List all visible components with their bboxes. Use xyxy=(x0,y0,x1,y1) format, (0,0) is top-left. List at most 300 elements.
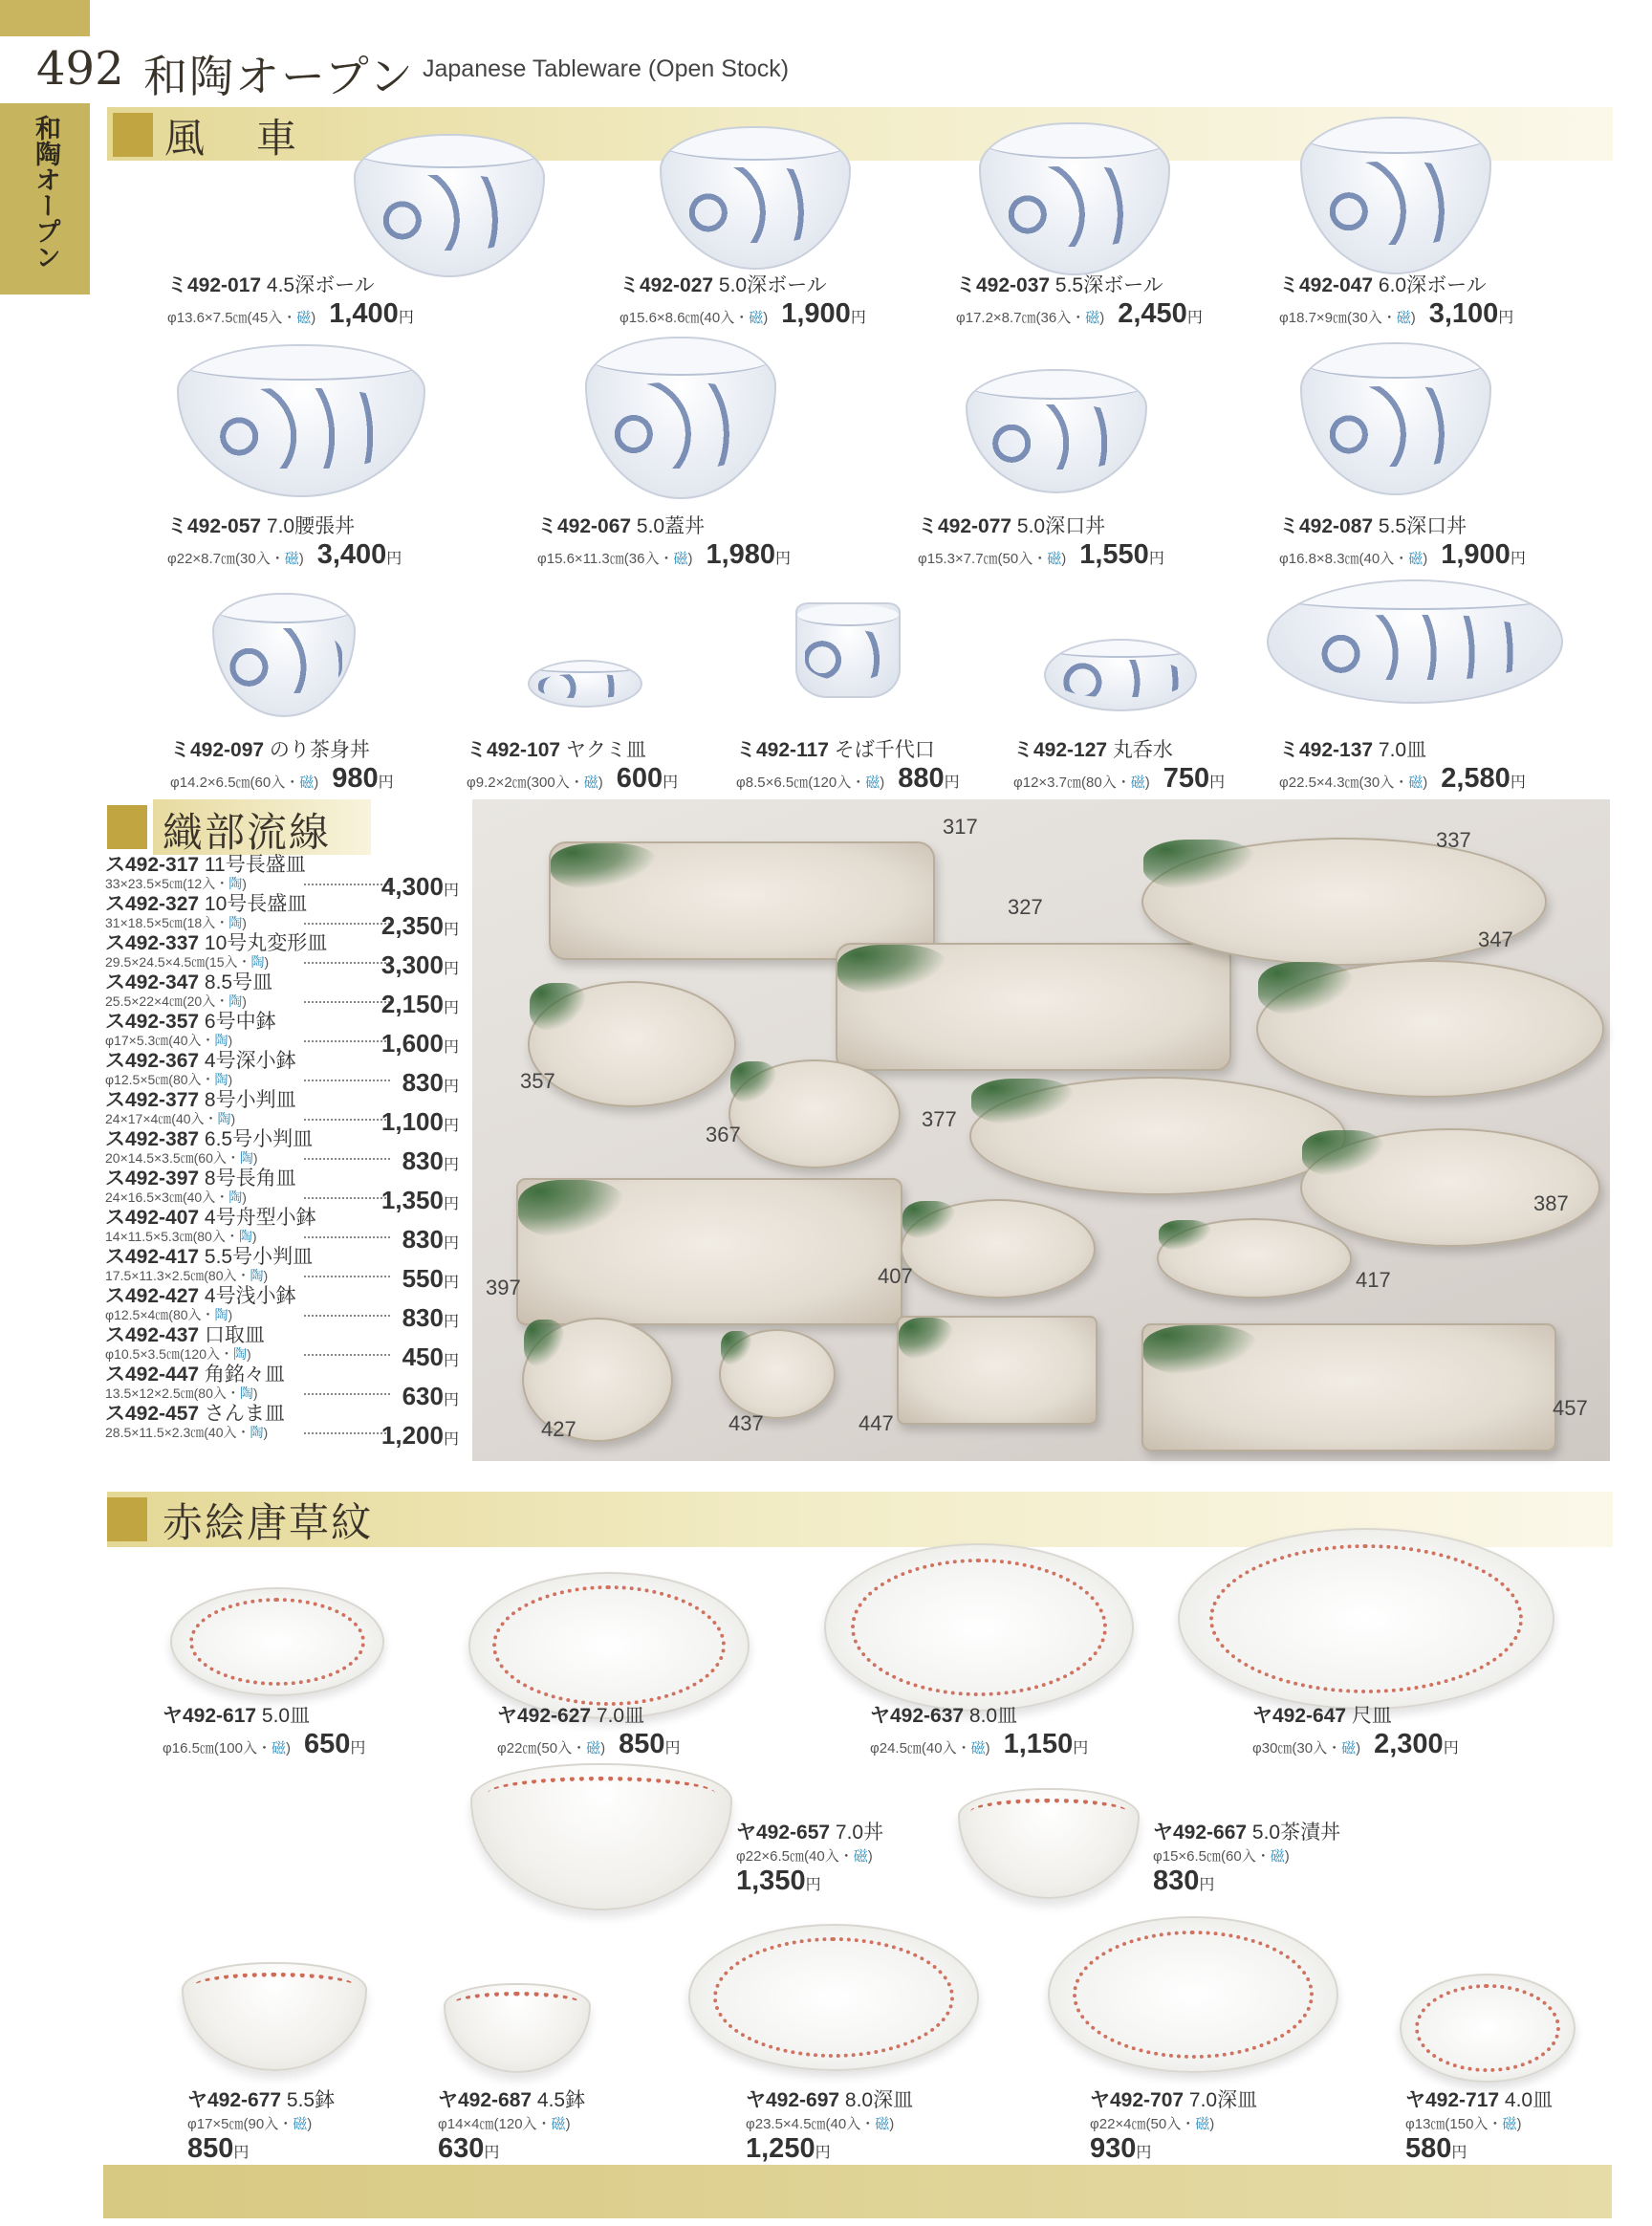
blue-ware xyxy=(354,134,545,277)
product-code-line xyxy=(187,2084,335,2113)
product-code-line xyxy=(1405,2084,1553,2113)
product-code-line xyxy=(870,1700,1088,1729)
product-image-blue xyxy=(795,602,901,698)
product-price-value: 830 xyxy=(402,1225,444,1254)
product-dims-close: ) xyxy=(1516,2116,1522,2132)
product-dims xyxy=(1153,1845,1290,1866)
yen-mark: 円 xyxy=(443,1235,459,1252)
product-label xyxy=(736,1817,883,1897)
product-code-line xyxy=(1279,734,1526,763)
yen-mark: 円 xyxy=(775,551,792,567)
product-material: 磁 xyxy=(293,2116,308,2132)
product-code-line xyxy=(918,511,1164,539)
page-subtitle: Japanese Tableware (Open Stock) xyxy=(423,55,790,82)
product-price xyxy=(1405,2133,1467,2165)
product-material: 磁 xyxy=(875,2116,890,2132)
product-dims xyxy=(438,2113,571,2133)
product-name: のり茶身丼 xyxy=(264,739,370,761)
product-name: 5.0茶漬丼 xyxy=(1247,1822,1341,1844)
product-dims-text: φ15×6.5㎝(60入・ xyxy=(1153,1848,1271,1865)
yen-mark: 円 xyxy=(664,1740,681,1757)
product-price xyxy=(438,2133,499,2165)
product-code: ス492-327 xyxy=(105,893,200,915)
product-name: 6.0深ボール xyxy=(1373,274,1487,296)
product-price-value: 830 xyxy=(402,1146,444,1175)
product-dims-close: ) xyxy=(230,1111,236,1126)
product-dims-close: ) xyxy=(228,1033,233,1048)
product-material: 磁 xyxy=(284,551,299,567)
product-price-value: 630 xyxy=(402,1382,444,1410)
product-dims-close: ) xyxy=(687,551,693,567)
yen-mark: 円 xyxy=(1199,1877,1215,1893)
page-number: 492 xyxy=(36,42,124,96)
product-dims-close: ) xyxy=(263,1425,269,1440)
product-detail-row xyxy=(1279,539,1526,571)
product-price xyxy=(1153,1866,1214,1897)
blue-pattern xyxy=(982,404,1131,469)
product-code-line xyxy=(167,511,402,539)
yen-mark: 円 xyxy=(386,551,402,567)
product-image-red xyxy=(182,1962,367,2071)
blue-ware xyxy=(528,660,642,708)
product-dims-text: φ18.7×9㎝(30入・ xyxy=(1279,310,1397,326)
product-price xyxy=(1004,1729,1089,1760)
product-price-value: 980 xyxy=(332,763,379,794)
product-price-value: 1,150 xyxy=(1003,1729,1074,1759)
product-dims-close: ) xyxy=(246,1346,251,1362)
product-price xyxy=(1118,298,1203,330)
yen-mark: 円 xyxy=(443,1039,459,1056)
product-price-value: 2,450 xyxy=(1118,298,1187,329)
yen-mark: 円 xyxy=(443,1431,459,1448)
section-marker xyxy=(107,805,147,849)
product-dims-text: 24×16.5×3㎝(40入・ xyxy=(105,1189,229,1205)
product-name: 4.5深ボール xyxy=(261,274,375,296)
product-dims xyxy=(620,307,768,327)
product-dims xyxy=(467,772,603,792)
product-code-line xyxy=(736,734,960,763)
product-code: ヤ492-707 xyxy=(1090,2089,1185,2111)
product-dims xyxy=(736,1845,873,1866)
oribe-ware xyxy=(1141,1323,1556,1451)
product-dims xyxy=(167,548,304,568)
oribe-photo-label: 417 xyxy=(1356,1268,1391,1292)
product-detail-row xyxy=(620,298,866,330)
product-price xyxy=(1441,539,1526,571)
product-material: 陶 xyxy=(228,915,243,930)
product-material: 磁 xyxy=(749,310,764,326)
product-dims-close: ) xyxy=(242,915,247,930)
product-detail-row xyxy=(736,1845,883,1897)
product-code: ス492-337 xyxy=(105,932,200,954)
product-price-value: 1,600 xyxy=(380,1029,444,1058)
product-image-red xyxy=(688,1924,979,2071)
product-detail-row xyxy=(438,2113,585,2165)
yen-mark: 円 xyxy=(805,1877,821,1893)
product-dims-text: φ17.2×8.7㎝(36入・ xyxy=(956,310,1086,326)
yen-mark: 円 xyxy=(443,883,459,899)
product-detail-row xyxy=(167,539,402,571)
product-code: ス492-377 xyxy=(105,1089,200,1111)
oribe-photo-label: 317 xyxy=(943,815,978,839)
product-label xyxy=(736,734,960,795)
product-dims-text: φ13㎝(150入・ xyxy=(1405,2116,1503,2132)
yen-mark: 円 xyxy=(1073,1740,1089,1757)
product-dims xyxy=(870,1737,990,1757)
product-material: 磁 xyxy=(1341,1740,1357,1757)
product-dims xyxy=(187,2113,312,2133)
blue-ware xyxy=(1267,579,1563,704)
product-dims-text: 33×23.5×5㎝(12入・ xyxy=(105,876,229,891)
product-material: 磁 xyxy=(296,310,312,326)
leader-dots xyxy=(304,1158,390,1160)
product-label xyxy=(1279,734,1526,795)
product-label xyxy=(1279,511,1526,571)
product-dims xyxy=(1252,1737,1360,1757)
product-code-line xyxy=(163,1700,365,1729)
product-label xyxy=(467,734,678,795)
product-image-red xyxy=(470,1763,732,1910)
product-code-line xyxy=(1279,511,1526,539)
product-code: ミ492-077 xyxy=(918,515,1012,537)
product-code: ミ492-097 xyxy=(170,739,265,761)
oribe-list-row xyxy=(105,1207,459,1254)
product-dims-text: φ9.2×2㎝(300入・ xyxy=(467,775,584,791)
product-code: ヤ492-687 xyxy=(438,2089,533,2111)
product-price-value: 600 xyxy=(616,763,663,794)
yen-mark: 円 xyxy=(443,1314,459,1330)
product-code-line xyxy=(736,1817,883,1845)
oribe-list-row xyxy=(105,1168,459,1214)
product-detail-row xyxy=(163,1729,365,1760)
oribe-ware xyxy=(1157,1218,1352,1298)
product-price xyxy=(1441,763,1526,795)
oribe-ware xyxy=(728,1059,901,1168)
product-price xyxy=(329,298,414,330)
leader-dots xyxy=(304,962,390,964)
product-material: 陶 xyxy=(228,993,243,1009)
product-name: 5.5鉢 xyxy=(281,2089,336,2111)
blue-ware xyxy=(585,337,776,499)
product-name: 8号小判皿 xyxy=(199,1089,296,1111)
product-dims-text: φ10.5×3.5㎝(120入・ xyxy=(105,1346,233,1362)
product-image-blue xyxy=(177,344,425,497)
product-price xyxy=(1374,1729,1459,1760)
product-dims-close: ) xyxy=(600,1740,606,1757)
product-dims-close: ) xyxy=(985,1740,990,1757)
product-dims-close: ) xyxy=(1284,1848,1290,1865)
oribe-photo-label: 437 xyxy=(728,1411,764,1435)
product-image-blue xyxy=(212,593,356,717)
product-label xyxy=(956,270,1203,330)
product-material: 陶 xyxy=(232,1346,247,1362)
oribe-ware xyxy=(528,981,736,1107)
product-label xyxy=(170,734,394,795)
product-price xyxy=(1429,298,1514,330)
product-price-value: 580 xyxy=(1405,2133,1452,2164)
product-name: 4号浅小鉢 xyxy=(199,1285,296,1307)
product-dims-text: φ24.5㎝(40入・ xyxy=(870,1740,971,1757)
product-material: 磁 xyxy=(1047,551,1062,567)
product-image-blue xyxy=(1300,342,1491,495)
product-dims-text: φ30㎝(30入・ xyxy=(1252,1740,1342,1757)
product-code: ス492-427 xyxy=(105,1285,200,1307)
ware-rim xyxy=(587,338,774,376)
oribe-photo-label: 387 xyxy=(1533,1191,1569,1215)
product-code: ス492-317 xyxy=(105,854,200,876)
product-code: ス492-367 xyxy=(105,1050,200,1072)
oribe-ware xyxy=(897,1316,1098,1425)
product-price-value: 1,900 xyxy=(781,298,851,329)
product-dims-close: ) xyxy=(1423,775,1428,791)
product-dims xyxy=(1013,772,1150,792)
blue-pattern xyxy=(371,175,529,251)
product-dims xyxy=(497,1737,605,1757)
product-price-value: 1,350 xyxy=(736,1866,806,1896)
yen-mark: 円 xyxy=(378,775,394,791)
product-code-line xyxy=(1279,270,1513,298)
product-name: 4.5鉢 xyxy=(532,2089,586,2111)
product-dims xyxy=(170,772,318,792)
product-price-value: 3,300 xyxy=(380,950,444,979)
product-dims-text: φ22×8.7㎝(30入・ xyxy=(167,551,285,567)
oribe-list-row xyxy=(105,1246,459,1293)
product-dims-close: ) xyxy=(314,775,319,791)
product-dims-text: φ22㎝(50入・ xyxy=(497,1740,587,1757)
oribe-photo-label: 327 xyxy=(1008,895,1043,919)
product-dims-close: ) xyxy=(1209,2116,1215,2132)
product-dims xyxy=(1090,2113,1214,2133)
blue-ware xyxy=(1300,117,1491,274)
product-code: ヤ492-667 xyxy=(1153,1822,1248,1844)
yen-mark: 円 xyxy=(1498,310,1514,326)
product-code: ミ492-087 xyxy=(1279,515,1374,537)
yen-mark: 円 xyxy=(1451,2145,1467,2161)
section-title-akae: 赤絵唐草紋 xyxy=(163,1499,374,1546)
product-material: 陶 xyxy=(214,1033,228,1048)
yen-mark: 円 xyxy=(663,775,679,791)
product-dims-close: ) xyxy=(565,2116,571,2132)
product-price xyxy=(746,2133,831,2165)
product-price xyxy=(304,1729,365,1760)
product-name: 4号舟型小鉢 xyxy=(199,1207,316,1229)
product-material: 陶 xyxy=(228,876,243,891)
product-code: ミ492-057 xyxy=(167,515,262,537)
product-price-value: 830 xyxy=(1153,1866,1200,1896)
product-name: そば千代口 xyxy=(828,739,935,761)
product-material: 磁 xyxy=(1502,2116,1517,2132)
product-detail-row xyxy=(167,298,414,330)
product-dims-text: φ13.6×7.5㎝(45入・ xyxy=(167,310,297,326)
product-image-red xyxy=(468,1572,750,1719)
product-price-value: 650 xyxy=(303,1729,351,1759)
blue-ware xyxy=(660,126,851,270)
product-material: 陶 xyxy=(238,1229,252,1244)
product-code-line xyxy=(1090,2084,1257,2113)
oribe-list-row xyxy=(105,854,459,901)
product-name: さんま皿 xyxy=(199,1403,285,1425)
product-code: ミ492-107 xyxy=(467,739,561,761)
product-detail-row xyxy=(537,539,791,571)
oribe-list-row xyxy=(105,893,459,940)
product-dims-close: ) xyxy=(889,2116,895,2132)
leader-dots xyxy=(304,1001,390,1003)
yen-mark: 円 xyxy=(443,1079,459,1095)
product-name: 角銘々皿 xyxy=(199,1364,285,1386)
oribe-photo-label: 337 xyxy=(1436,828,1471,852)
yen-mark: 円 xyxy=(944,775,960,791)
yen-mark: 円 xyxy=(233,2145,250,2161)
oribe-photo xyxy=(472,799,1610,1461)
product-code: ヤ492-657 xyxy=(736,1822,831,1844)
product-name: 5.0蓋丼 xyxy=(631,515,706,537)
product-price xyxy=(898,763,959,795)
yen-mark: 円 xyxy=(1443,1740,1459,1757)
oribe-photo-label: 457 xyxy=(1553,1396,1588,1420)
product-material: 陶 xyxy=(250,1425,264,1440)
oribe-list-row xyxy=(105,1403,459,1450)
product-material: 磁 xyxy=(1085,310,1100,326)
blue-ware xyxy=(1300,342,1491,495)
product-label xyxy=(1279,270,1513,330)
product-name: 丸呑水 xyxy=(1107,739,1173,761)
product-dims-close: ) xyxy=(298,551,304,567)
leader-dots xyxy=(304,1393,390,1395)
product-code: ス492-357 xyxy=(105,1011,200,1033)
product-price-value: 930 xyxy=(1090,2133,1137,2164)
product-name: 6.5号小判皿 xyxy=(199,1128,314,1150)
product-dims-text: φ16.8×8.3㎝(40入・ xyxy=(1279,551,1409,567)
product-detail-row xyxy=(736,763,960,795)
product-dims-text: 20×14.5×3.5㎝(60入・ xyxy=(105,1150,240,1166)
product-price xyxy=(619,1729,680,1760)
oribe-ware xyxy=(1300,1128,1600,1247)
product-price xyxy=(332,763,393,795)
product-dims-close: ) xyxy=(1144,775,1150,791)
product-detail-row xyxy=(467,763,678,795)
product-material: 磁 xyxy=(1408,551,1424,567)
product-detail-row xyxy=(170,763,394,795)
product-price xyxy=(736,1866,821,1897)
product-code: ス492-407 xyxy=(105,1207,200,1229)
oribe-photo-label: 447 xyxy=(859,1411,894,1435)
oribe-ware xyxy=(719,1329,836,1419)
product-code: ス492-387 xyxy=(105,1128,200,1150)
ware-rim xyxy=(662,128,849,161)
product-material: 陶 xyxy=(217,1111,231,1126)
blue-ware xyxy=(212,593,356,717)
product-dims-text: 29.5×24.5×4.5㎝(15入・ xyxy=(105,954,251,970)
product-dims-text: φ8.5×6.5㎝(120入・ xyxy=(736,775,866,791)
product-code: ミ492-047 xyxy=(1279,274,1374,296)
page-title: 和陶オープン xyxy=(143,51,415,102)
product-price xyxy=(1079,539,1164,571)
blue-ware xyxy=(795,602,901,698)
product-dims-close: ) xyxy=(1099,310,1105,326)
blue-pattern xyxy=(538,674,631,698)
product-dims-close: ) xyxy=(311,310,316,326)
product-detail-row xyxy=(870,1729,1088,1760)
leader-dots xyxy=(304,1315,390,1317)
product-price-value: 830 xyxy=(402,1303,444,1332)
product-price-value: 1,550 xyxy=(1079,539,1149,570)
product-price-value: 550 xyxy=(402,1264,444,1293)
product-code: ス492-417 xyxy=(105,1246,200,1268)
product-price xyxy=(1090,2133,1151,2165)
product-name: 口取皿 xyxy=(199,1324,265,1346)
leader-dots xyxy=(304,1080,390,1081)
product-detail-row xyxy=(956,298,1203,330)
yen-mark: 円 xyxy=(443,922,459,938)
ware-rim xyxy=(1302,119,1489,154)
ware-rim xyxy=(967,371,1145,400)
product-name: 7.0深皿 xyxy=(1184,2089,1258,2111)
oribe-ware xyxy=(969,1077,1346,1195)
oribe-photo-label: 347 xyxy=(1478,928,1513,951)
product-code: ミ492-067 xyxy=(537,515,632,537)
product-label xyxy=(1013,734,1225,795)
product-price-value: 750 xyxy=(1163,763,1210,794)
blue-pattern xyxy=(1317,162,1475,245)
product-code: ミ492-117 xyxy=(736,739,829,761)
product-code: ス492-457 xyxy=(105,1403,200,1425)
product-dims-text: 17.5×11.3×2.5㎝(80入・ xyxy=(105,1268,250,1283)
product-dims-text: φ17×5㎝(90入・ xyxy=(187,2116,293,2132)
yen-mark: 円 xyxy=(1209,775,1226,791)
product-code-line xyxy=(537,511,791,539)
blue-pattern xyxy=(226,628,343,693)
section-marker xyxy=(107,1497,147,1541)
product-image-red xyxy=(170,1587,384,1696)
product-name: 6号中鉢 xyxy=(199,1011,276,1033)
yen-mark: 円 xyxy=(1136,2145,1152,2161)
product-name: 5.5深ボール xyxy=(1050,274,1163,296)
product-name: 11号長盛皿 xyxy=(199,854,306,876)
blue-pattern xyxy=(1317,386,1475,467)
product-code: ヤ492-627 xyxy=(497,1705,592,1727)
ware-rim xyxy=(1302,344,1489,379)
product-name: 5.0深口丼 xyxy=(1011,515,1106,537)
leader-dots xyxy=(304,1040,390,1042)
product-dims-close: ) xyxy=(307,2116,313,2132)
product-label xyxy=(163,1700,365,1760)
product-dims-close: ) xyxy=(880,775,885,791)
blue-pattern xyxy=(677,167,835,243)
product-dims-close: ) xyxy=(242,993,247,1009)
blue-pattern xyxy=(198,388,403,469)
product-dims-text: φ12.5×4㎝(80入・ xyxy=(105,1307,215,1322)
product-price-value: 2,350 xyxy=(380,911,444,940)
ware-rim xyxy=(797,604,899,626)
product-dims-close: ) xyxy=(242,876,247,891)
product-price xyxy=(706,539,791,571)
product-code: ヤ492-637 xyxy=(870,1705,965,1727)
product-dims-close: ) xyxy=(1061,551,1067,567)
product-image-blue xyxy=(1300,117,1491,274)
product-dims-text: φ15.3×7.7㎝(50入・ xyxy=(918,551,1048,567)
product-image-blue xyxy=(585,337,776,499)
blue-ware xyxy=(177,344,425,497)
product-price-value: 1,250 xyxy=(746,2133,815,2164)
ware-rim xyxy=(214,595,354,623)
product-name: 5.5深口丼 xyxy=(1373,515,1467,537)
product-dims-close: ) xyxy=(1410,310,1416,326)
yen-mark: 円 xyxy=(1148,551,1164,567)
product-image-red xyxy=(444,1983,591,2073)
oribe-list-row xyxy=(105,1324,459,1371)
product-name: 8.5号皿 xyxy=(199,971,273,993)
product-dims-close: ) xyxy=(263,1268,269,1283)
